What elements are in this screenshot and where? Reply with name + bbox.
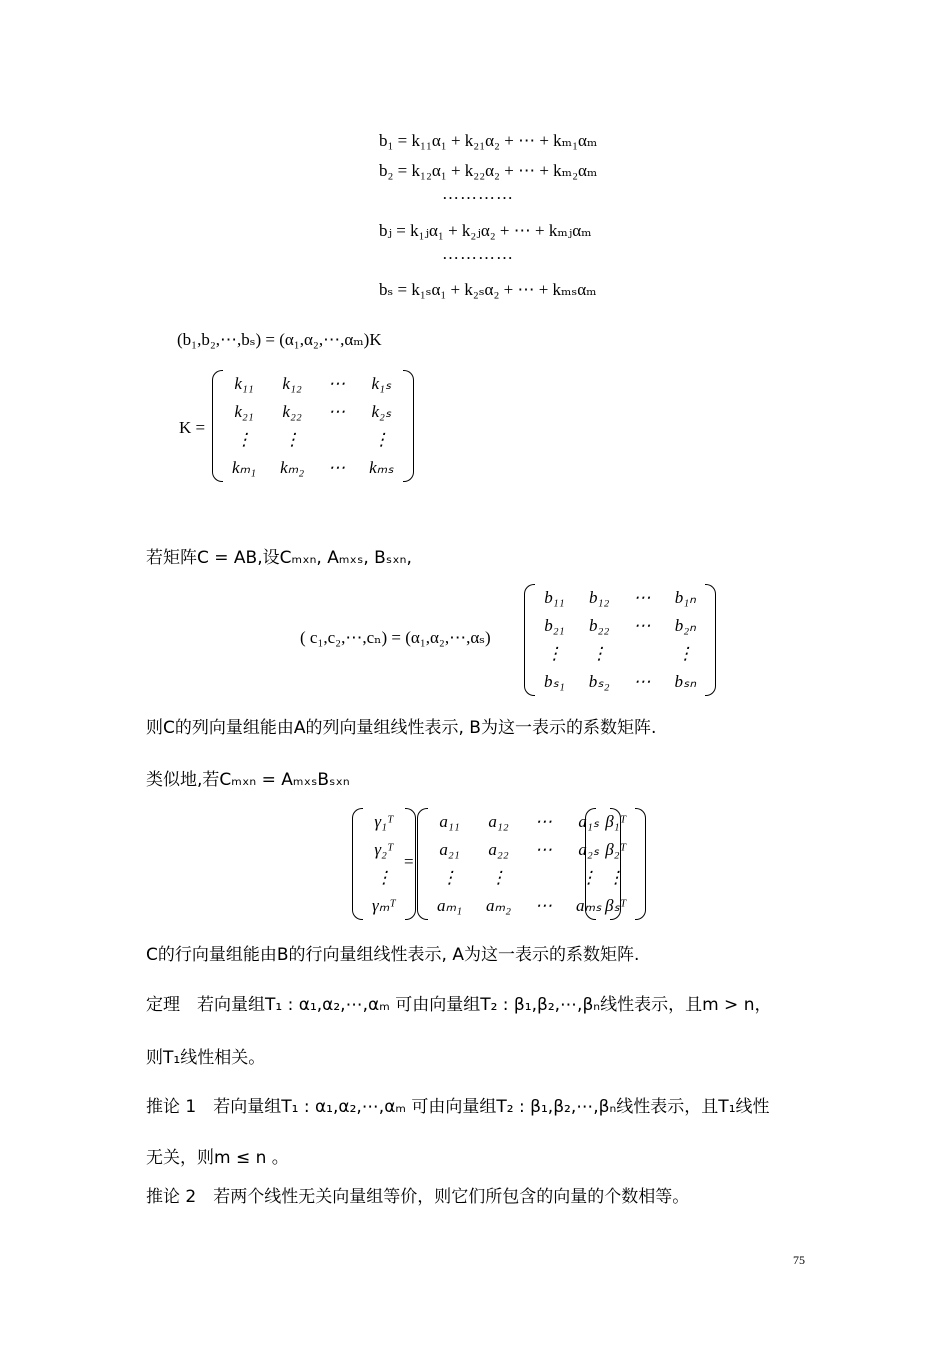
matrix-cell: γ₂ᵀ bbox=[374, 840, 394, 859]
matrix-row bbox=[220, 426, 406, 454]
matrix-cell: ⋮ bbox=[580, 868, 598, 887]
matrix-row bbox=[360, 892, 408, 920]
matrix-cell: ⋮ bbox=[590, 644, 608, 663]
matrix-row bbox=[532, 640, 708, 668]
matrix-cell: ⋮ bbox=[490, 868, 508, 887]
similar-text: 类似地,若Cₘₓₙ = AₘₓₛBₛₓₙ bbox=[146, 770, 350, 790]
matrix-row bbox=[593, 808, 638, 836]
matrix-cell: b₁ₙ bbox=[674, 588, 696, 607]
c-definition: 若矩阵C = AB,设Cₘₓₙ, Aₘₓₛ, Bₛₓₙ, bbox=[146, 548, 412, 568]
matrix-cell: k₂₂ bbox=[282, 402, 302, 421]
beta-column bbox=[585, 808, 646, 920]
matrix-cell: bₛ₂ bbox=[588, 672, 610, 691]
page-number: 75 bbox=[793, 1253, 805, 1267]
matrix-cell: a₁₂ bbox=[488, 812, 509, 831]
matrix-cell: ⋯ bbox=[535, 840, 553, 859]
matrix-row bbox=[220, 398, 406, 426]
matrix-row bbox=[593, 836, 638, 864]
matrix-cell: k₂₁ bbox=[234, 402, 254, 421]
corollary1-line2: 无关，则m ≤ n 。 bbox=[146, 1148, 289, 1168]
matrix-row bbox=[360, 836, 408, 864]
matrix-cell: ⋮ bbox=[676, 644, 694, 663]
matrix-cell: ⋮ bbox=[545, 644, 563, 663]
matrix-cell: ⋯ bbox=[328, 402, 346, 421]
matrix-row bbox=[360, 864, 408, 892]
ellipsis-row: ………… bbox=[442, 244, 514, 263]
matrix-cell: ⋯ bbox=[535, 896, 553, 915]
matrix-cell: β₂ᵀ bbox=[605, 840, 627, 859]
matrix-cell: ⋯ bbox=[633, 588, 651, 607]
matrix-cell: kₘₛ bbox=[369, 458, 394, 477]
matrix-cell: ⋯ bbox=[328, 458, 346, 477]
matrix-cell: aₘ₂ bbox=[486, 896, 512, 915]
matrix-cell: kₘ₁ bbox=[232, 458, 257, 477]
matrix-cell: kₘ₂ bbox=[280, 458, 305, 477]
theorem-line2: 则T₁线性相关。 bbox=[146, 1048, 266, 1068]
corollary2: 推论 2 若两个线性无关向量组等价，则它们所包含的向量的个数相等。 bbox=[146, 1187, 690, 1207]
matrix-cell: bₛₙ bbox=[674, 672, 697, 691]
matrix-cell: ⋯ bbox=[633, 616, 651, 635]
equation-bvec: (b₁,b₂,⋯,bₛ) = (α₁,α₂,⋯,αₘ)K bbox=[177, 330, 382, 349]
matrix-cell: k₁₁ bbox=[234, 374, 254, 393]
matrix-row bbox=[532, 668, 708, 696]
matrix-cell: β₁ᵀ bbox=[605, 812, 627, 831]
matrix-cell bbox=[316, 426, 357, 454]
matrix-cell: ⋮ bbox=[283, 430, 301, 449]
theorem-line1: 定理 若向量组T₁ : α₁,α₂,⋯,αₘ 可由向量组T₂ : β₁,β₂,⋯,βₙ线性表示，且m > n， bbox=[146, 995, 772, 1015]
matrix-cell: k₁ₛ bbox=[371, 374, 392, 393]
equation-bs: bₛ = k₁ₛα₁ + k₂ₛα₂ + ⋯ + kₘₛαₘ bbox=[379, 280, 597, 299]
matrix-cell: ⋮ bbox=[607, 868, 625, 887]
matrix-row bbox=[593, 864, 638, 892]
matrix-cell bbox=[622, 640, 663, 668]
matrix-cell: b₂₁ bbox=[544, 616, 565, 635]
matrix-cell: ⋯ bbox=[328, 374, 346, 393]
matrix-cell bbox=[523, 864, 564, 892]
matrix-cell: a₂₂ bbox=[488, 840, 509, 859]
row-representation-text: C的行向量组能由B的行向量组线性表示, A为这一表示的系数矩阵. bbox=[146, 945, 640, 965]
matrix-cell: a₁₁ bbox=[439, 812, 460, 831]
matrix-row bbox=[220, 454, 406, 482]
equation-b2: b₂ = k₁₂α₁ + k₂₂α₂ + ⋯ + kₘ₂αₘ bbox=[379, 161, 598, 180]
matrix-cell: ⋮ bbox=[235, 430, 253, 449]
matrix-cell: γ₁ᵀ bbox=[374, 812, 394, 831]
matrix-cell: ⋯ bbox=[535, 812, 553, 831]
k-matrix bbox=[212, 370, 414, 482]
matrix-cell: b₂₂ bbox=[588, 616, 610, 635]
matrix-cell: aₘ₁ bbox=[437, 896, 463, 915]
matrix-cell: ⋮ bbox=[375, 868, 393, 887]
matrix-cell: k₁₂ bbox=[282, 374, 302, 393]
ellipsis-row: ………… bbox=[442, 184, 514, 203]
matrix-row bbox=[532, 584, 708, 612]
b-matrix bbox=[524, 584, 716, 696]
matrix-row bbox=[532, 612, 708, 640]
matrix-row bbox=[360, 808, 408, 836]
matrix-cell: b₁₂ bbox=[588, 588, 610, 607]
equation-b1: b₁ = k₁₁α₁ + k₂₁α₂ + ⋯ + kₘ₁αₘ bbox=[379, 131, 598, 150]
matrix-cell: a₂₁ bbox=[439, 840, 460, 859]
matrix-cell: aₘₛ bbox=[576, 896, 602, 915]
matrix-cell: γₘᵀ bbox=[372, 896, 396, 915]
column-representation-text: 则C的列向量组能由A的列向量组线性表示, B为这一表示的系数矩阵. bbox=[146, 718, 657, 738]
corollary1-line1: 推论 1 若向量组T₁ : α₁,α₂,⋯,αₘ 可由向量组T₂ : β₁,β₂,⋯,βₙ线性表示，且T₁线性 bbox=[146, 1097, 770, 1117]
matrix-cell: βₛᵀ bbox=[605, 896, 627, 915]
k-label: K = bbox=[179, 418, 206, 437]
matrix-cell: bₛ₁ bbox=[544, 672, 565, 691]
equation-cvec: ( c₁,c₂,⋯,cₙ) = (α₁,α₂,⋯,αₛ) bbox=[300, 628, 491, 647]
matrix-row bbox=[593, 892, 638, 920]
matrix-cell: b₁₁ bbox=[544, 588, 565, 607]
matrix-cell: k₂ₛ bbox=[371, 402, 392, 421]
matrix-cell: a₁ₛ bbox=[578, 812, 600, 831]
matrix-row bbox=[220, 370, 406, 398]
matrix-cell: ⋮ bbox=[441, 868, 458, 887]
matrix-cell: ⋮ bbox=[372, 430, 390, 449]
matrix-cell: a₂ₛ bbox=[578, 840, 600, 859]
matrix-cell: ⋯ bbox=[633, 672, 651, 691]
equation-bj: bⱼ = k₁ⱼα₁ + k₂ⱼα₂ + ⋯ + kₘⱼαₘ bbox=[379, 221, 592, 240]
matrix-cell: b₂ₙ bbox=[674, 616, 696, 635]
equals-sign: = bbox=[404, 852, 414, 871]
